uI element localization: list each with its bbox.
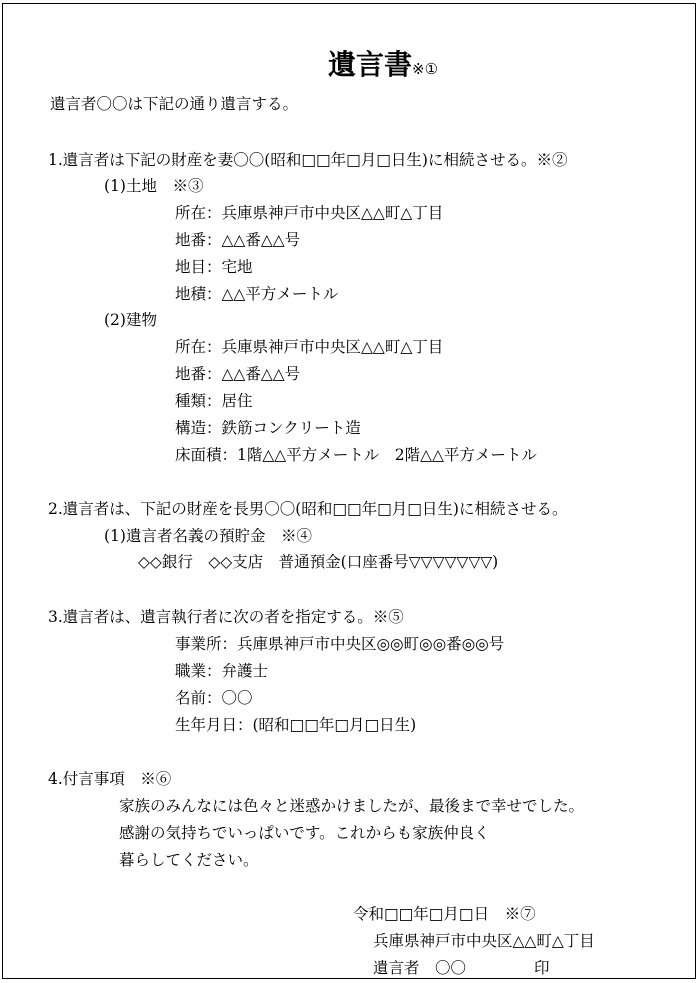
- message-line-1: 家族のみんなには色々と迷惑かけましたが、最後まで幸せでした。: [119, 797, 585, 815]
- section4-heading: 4.付言事項 ※⑥: [48, 770, 172, 788]
- section2-heading: 2.遺言者は、下記の財産を長男〇〇(昭和□□年□月□日生)に相続させる。: [48, 500, 568, 518]
- land-heading: (1)土地 ※③: [104, 177, 204, 195]
- signature-address: 兵庫県神戸市中央区△△町△丁目: [373, 932, 595, 950]
- section3-heading: 3.遺言者は、遺言執行者に次の者を指定する。※⑤: [48, 608, 404, 626]
- land-category: 地目：宅地: [175, 258, 253, 276]
- signature-testator: 遺言者 〇〇: [373, 959, 467, 977]
- executor-office: 事業所：兵庫県神戸市中央区◎◎町◎◎番◎◎号: [175, 635, 505, 653]
- building-structure: 構造：鉄筋コンクリート造: [175, 419, 361, 437]
- executor-occupation: 職業：弁護士: [175, 662, 269, 680]
- document-title: [328, 48, 438, 86]
- savings-heading: (1)遺言者名義の預貯金 ※④: [104, 527, 312, 545]
- title-text: 遺言書: [328, 48, 413, 81]
- will-document: [2, 3, 696, 979]
- building-type: 種類：居住: [175, 392, 253, 410]
- land-lot-number: 地番：△△番△△号: [175, 231, 301, 249]
- seal-mark: 印: [534, 959, 550, 977]
- executor-name: 名前：〇〇: [175, 689, 253, 707]
- section1-heading: 1.遺言者は下記の財産を妻〇〇(昭和□□年□月□日生)に相続させる。※②: [48, 151, 568, 169]
- building-location: 所在：兵庫県神戸市中央区△△町△丁目: [175, 338, 444, 356]
- land-location: 所在：兵庫県神戸市中央区△△町△丁目: [175, 204, 444, 222]
- intro-text: 遺言者〇〇は下記の通り遺言する。: [50, 95, 299, 113]
- title-note: ※①: [412, 60, 439, 78]
- message-line-2: 感謝の気持ちでいっぱいです。これからも家族仲良く: [119, 824, 490, 842]
- message-line-3: 暮らしてください。: [119, 851, 259, 869]
- signature-date: 令和□□年□月□日 ※⑦: [353, 905, 536, 923]
- building-floor-area: 床面積：1階△△平方メートル 2階△△平方メートル: [175, 446, 537, 464]
- building-lot-number: 地番：△△番△△号: [175, 365, 301, 383]
- executor-birthdate: 生年月日：(昭和□□年□月□日生): [175, 716, 417, 734]
- bank-account: ◇◇銀行 ◇◇支店 普通預金(口座番号▽▽▽▽▽▽▽): [138, 553, 499, 571]
- building-heading: (2)建物: [104, 311, 157, 329]
- land-area: 地積：△△平方メートル: [175, 285, 339, 303]
